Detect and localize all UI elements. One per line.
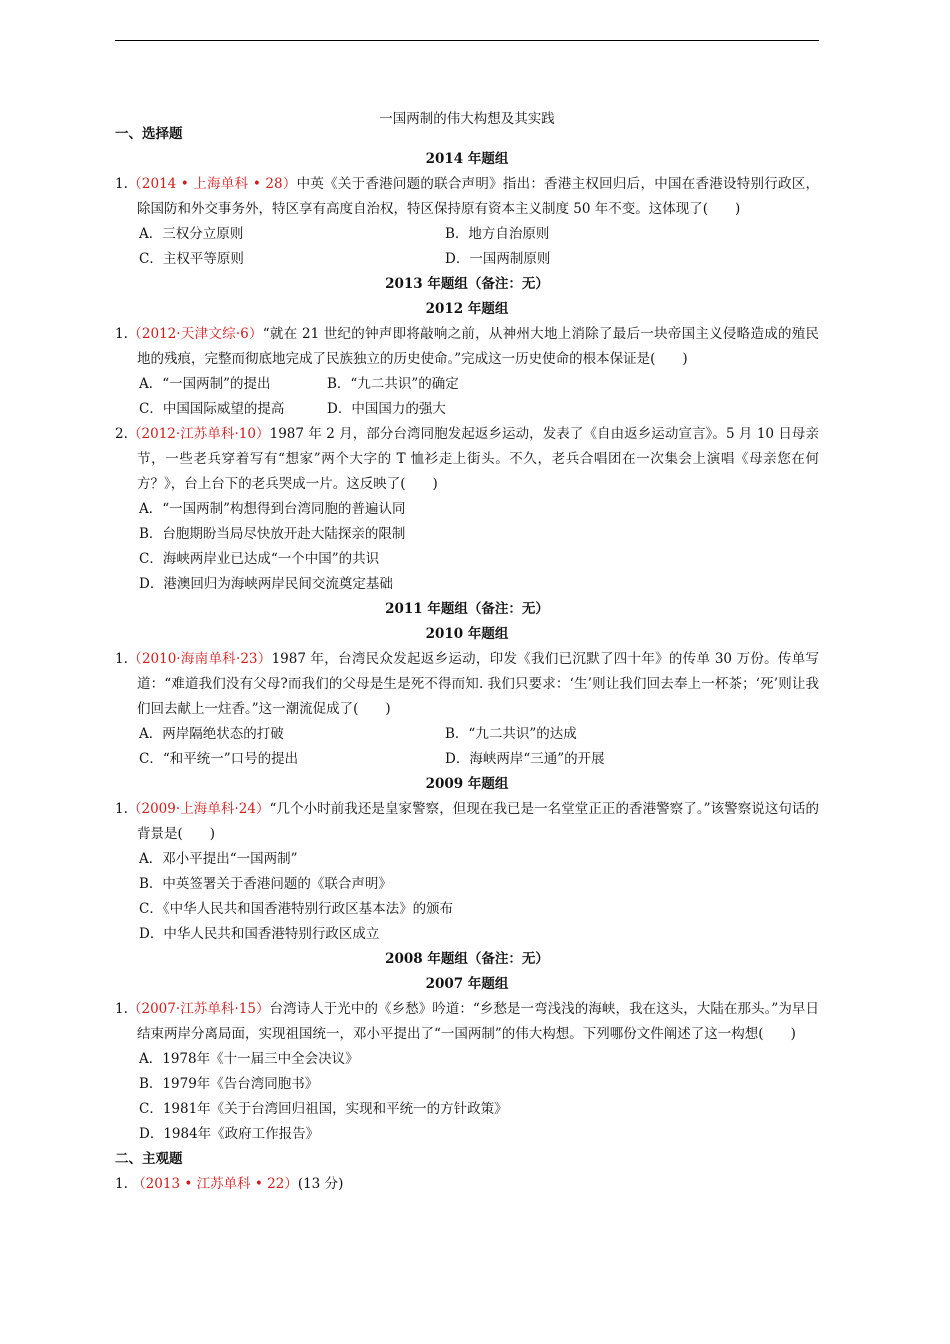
question-text: 中英《关于香港问题的联合声明》指出：香港主权回归后，中国在香港设特别行政区，除国防和外交事务外，特区享有高度自治权，特区保持原有资本主义制度 50 年不变。这体现了( ): [137, 176, 819, 217]
option-b: B．地方自治原则: [445, 226, 550, 242]
question-text: 1987 年，台湾民众发起返乡运动，印发《我们已沉默了四十年》的传单 30 万份。传单写道：“难道我们没有父母?而我们的父母是生是死不得而知. 我们只要求：‘生’则让我们回去奉上一杯茶；‘死’则让我们回去献上一炷香。”这一潮流促成了( ): [137, 651, 819, 717]
option-c: C．《中华人民共和国香港特别行政区基本法》的颁布: [139, 901, 454, 917]
option-a: A．两岸隔绝状态的打破: [139, 726, 284, 742]
options-row: [115, 222, 819, 247]
option-a: A．三权分立原则: [139, 226, 244, 242]
option-d: D．港澳回归为海峡两岸民间交流奠定基础: [139, 576, 393, 592]
options-row: [115, 247, 819, 272]
options-row: [115, 747, 819, 772]
question-source: （2014 • 上海单科 • 28）: [127, 176, 297, 192]
group-heading-2012: 2012 年题组: [425, 301, 509, 317]
option-b: B．“九二共识”的达成: [445, 726, 577, 742]
question-2007-1: 1.（2007·江苏单科·15）台湾诗人于光中的《乡愁》吟道：“乡愁是一弯浅浅的海峡，我在这头，大陆在那头。”为早日结束两岸分离局面，实现祖国统一，邓小平提出了“一国两制”的伟大构想。下列哪份文件阐述了这一构想( ): [115, 1001, 819, 1042]
question-source: （2012·江苏单科·10）: [127, 426, 270, 442]
question-text: “几个小时前我还是皇家警察，但现在我已是一名堂堂正正的香港警察了。”该警察说这句话的背景是( ): [137, 801, 819, 842]
question-2012-1: 1.（2012·天津文综·6）“就在 21 世纪的钟声即将敲响之前，从神州大地上消除了最后一块帝国主义侵略造成的殖民地的残痕，完整而彻底地完成了民族独立的历史使命。”完成这一历史使命的根本保证是( ): [115, 326, 819, 367]
option-c: C．1981年《关于台湾回归祖国，实现和平统一的方针政策》: [139, 1101, 508, 1117]
question-subjective-1: 1. （2013 • 江苏单科 • 22）(13 分): [115, 1176, 344, 1192]
options-row: [115, 722, 819, 747]
question-2009-1: 1.（2009·上海单科·24）“几个小时前我还是皇家警察，但现在我已是一名堂堂正正的香港警察了。”该警察说这句话的背景是( ): [115, 801, 819, 842]
option-a: A．邓小平提出“一国两制”: [139, 851, 298, 867]
group-heading-2007: 2007 年题组: [425, 976, 509, 992]
options-row: [115, 397, 819, 422]
question-text: 台湾诗人于光中的《乡愁》吟道：“乡愁是一弯浅浅的海峡，我在这头，大陆在那头。”为早日结束两岸分离局面，实现祖国统一，邓小平提出了“一国两制”的伟大构想。下列哪份文件阐述了这一构想( ): [137, 1001, 819, 1042]
question-text: “就在 21 世纪的钟声即将敲响之前，从神州大地上消除了最后一块帝国主义侵略造成的殖民地的残痕，完整而彻底地完成了民族独立的历史使命。”完成这一历史使命的根本保证是( ): [137, 326, 819, 367]
question-2014-1: 1.（2014 • 上海单科 • 28）中英《关于香港问题的联合声明》指出：香港主权回归后，中国在香港设特别行政区，除国防和外交事务外，特区享有高度自治权，特区保持原有资本主义制度 50 年不变。这体现了( ): [115, 176, 819, 217]
question-source: （2013 • 江苏单科 • 22）: [132, 1176, 298, 1192]
option-d: D．1984年《政府工作报告》: [139, 1126, 320, 1142]
option-a: A．1978年《十一届三中全会决议》: [139, 1051, 359, 1067]
question-score: (13 分): [297, 1176, 344, 1192]
question-source: （2010·海南单科·23）: [127, 651, 272, 667]
options-row: [115, 372, 819, 397]
option-d: D．中国国力的强大: [327, 401, 446, 417]
option-b: B．台胞期盼当局尽快放开赴大陆探亲的限制: [139, 526, 406, 542]
option-d: D．海峡两岸“三通”的开展: [445, 751, 605, 767]
option-c: C．海峡两岸业已达成“一个中国”的共识: [139, 551, 380, 567]
option-c: C．中国国际威望的提高: [139, 401, 285, 417]
header-rule: [115, 40, 819, 41]
option-b: B．中英签署关于香港问题的《联合声明》: [139, 876, 392, 892]
option-b: B．“九二共识”的确定: [327, 376, 459, 392]
option-c: C．主权平等原则: [139, 251, 244, 267]
question-source: （2007·江苏单科·15）: [127, 1001, 270, 1017]
question-2010-1: 1.（2010·海南单科·23）1987 年，台湾民众发起返乡运动，印发《我们已沉默了四十年》的传单 30 万份。传单写道：“难道我们没有父母?而我们的父母是生是死不得而知. 我们只要求：‘生’则让我们回去奉上一杯茶；‘死’则让我们回去献上一炷香。”这一潮流促成了( ): [115, 651, 819, 717]
group-heading-2010: 2010 年题组: [425, 626, 509, 642]
group-heading-2009: 2009 年题组: [425, 776, 509, 792]
option-a: A．“一国两制”构想得到台湾同胞的普遍认同: [139, 501, 406, 517]
question-2012-2: 2.（2012·江苏单科·10）1987 年 2 月，部分台湾同胞发起返乡运动，发表了《自由返乡运动宣言》。5 月 10 日母亲节，一些老兵穿着写有“想家”两个大字的 T 恤衫走上街头。不久，老兵合唱团在一次集会上演唱《母亲您在何方？》，台上台下的老兵哭成一片。这反映了( ): [115, 426, 819, 492]
question-source: （2009·上海单科·24）: [127, 801, 270, 817]
question-source: （2012·天津文综·6）: [127, 326, 263, 342]
question-text: 1987 年 2 月，部分台湾同胞发起返乡运动，发表了《自由返乡运动宣言》。5 月 10 日母亲节，一些老兵穿着写有“想家”两个大字的 T 恤衫走上街头。不久，老兵合唱团在一次集会上演唱《母亲您在何方？》，台上台下的老兵哭成一片。这反映了( ): [137, 426, 819, 492]
option-b: B．1979年《告台湾同胞书》: [139, 1076, 319, 1092]
group-heading-2011: 2011 年题组（备注：无）: [385, 601, 549, 617]
section-heading-subjective: 二、主观题: [115, 1151, 183, 1167]
option-a: A．“一国两制”的提出: [139, 376, 271, 392]
option-d: D．中华人民共和国香港特别行政区成立: [139, 926, 380, 942]
document-body: [115, 122, 819, 1197]
group-heading-2013: 2013 年题组（备注：无）: [385, 276, 549, 292]
option-c: C．“和平统一”口号的提出: [139, 751, 299, 767]
section-heading-choice: 一、选择题: [115, 126, 183, 142]
group-heading-2008: 2008 年题组（备注：无）: [385, 951, 549, 967]
document-title: 一国两制的伟大构想及其实践: [379, 111, 555, 127]
group-heading-2014: 2014 年题组: [425, 151, 509, 167]
option-d: D．一国两制原则: [445, 251, 551, 267]
